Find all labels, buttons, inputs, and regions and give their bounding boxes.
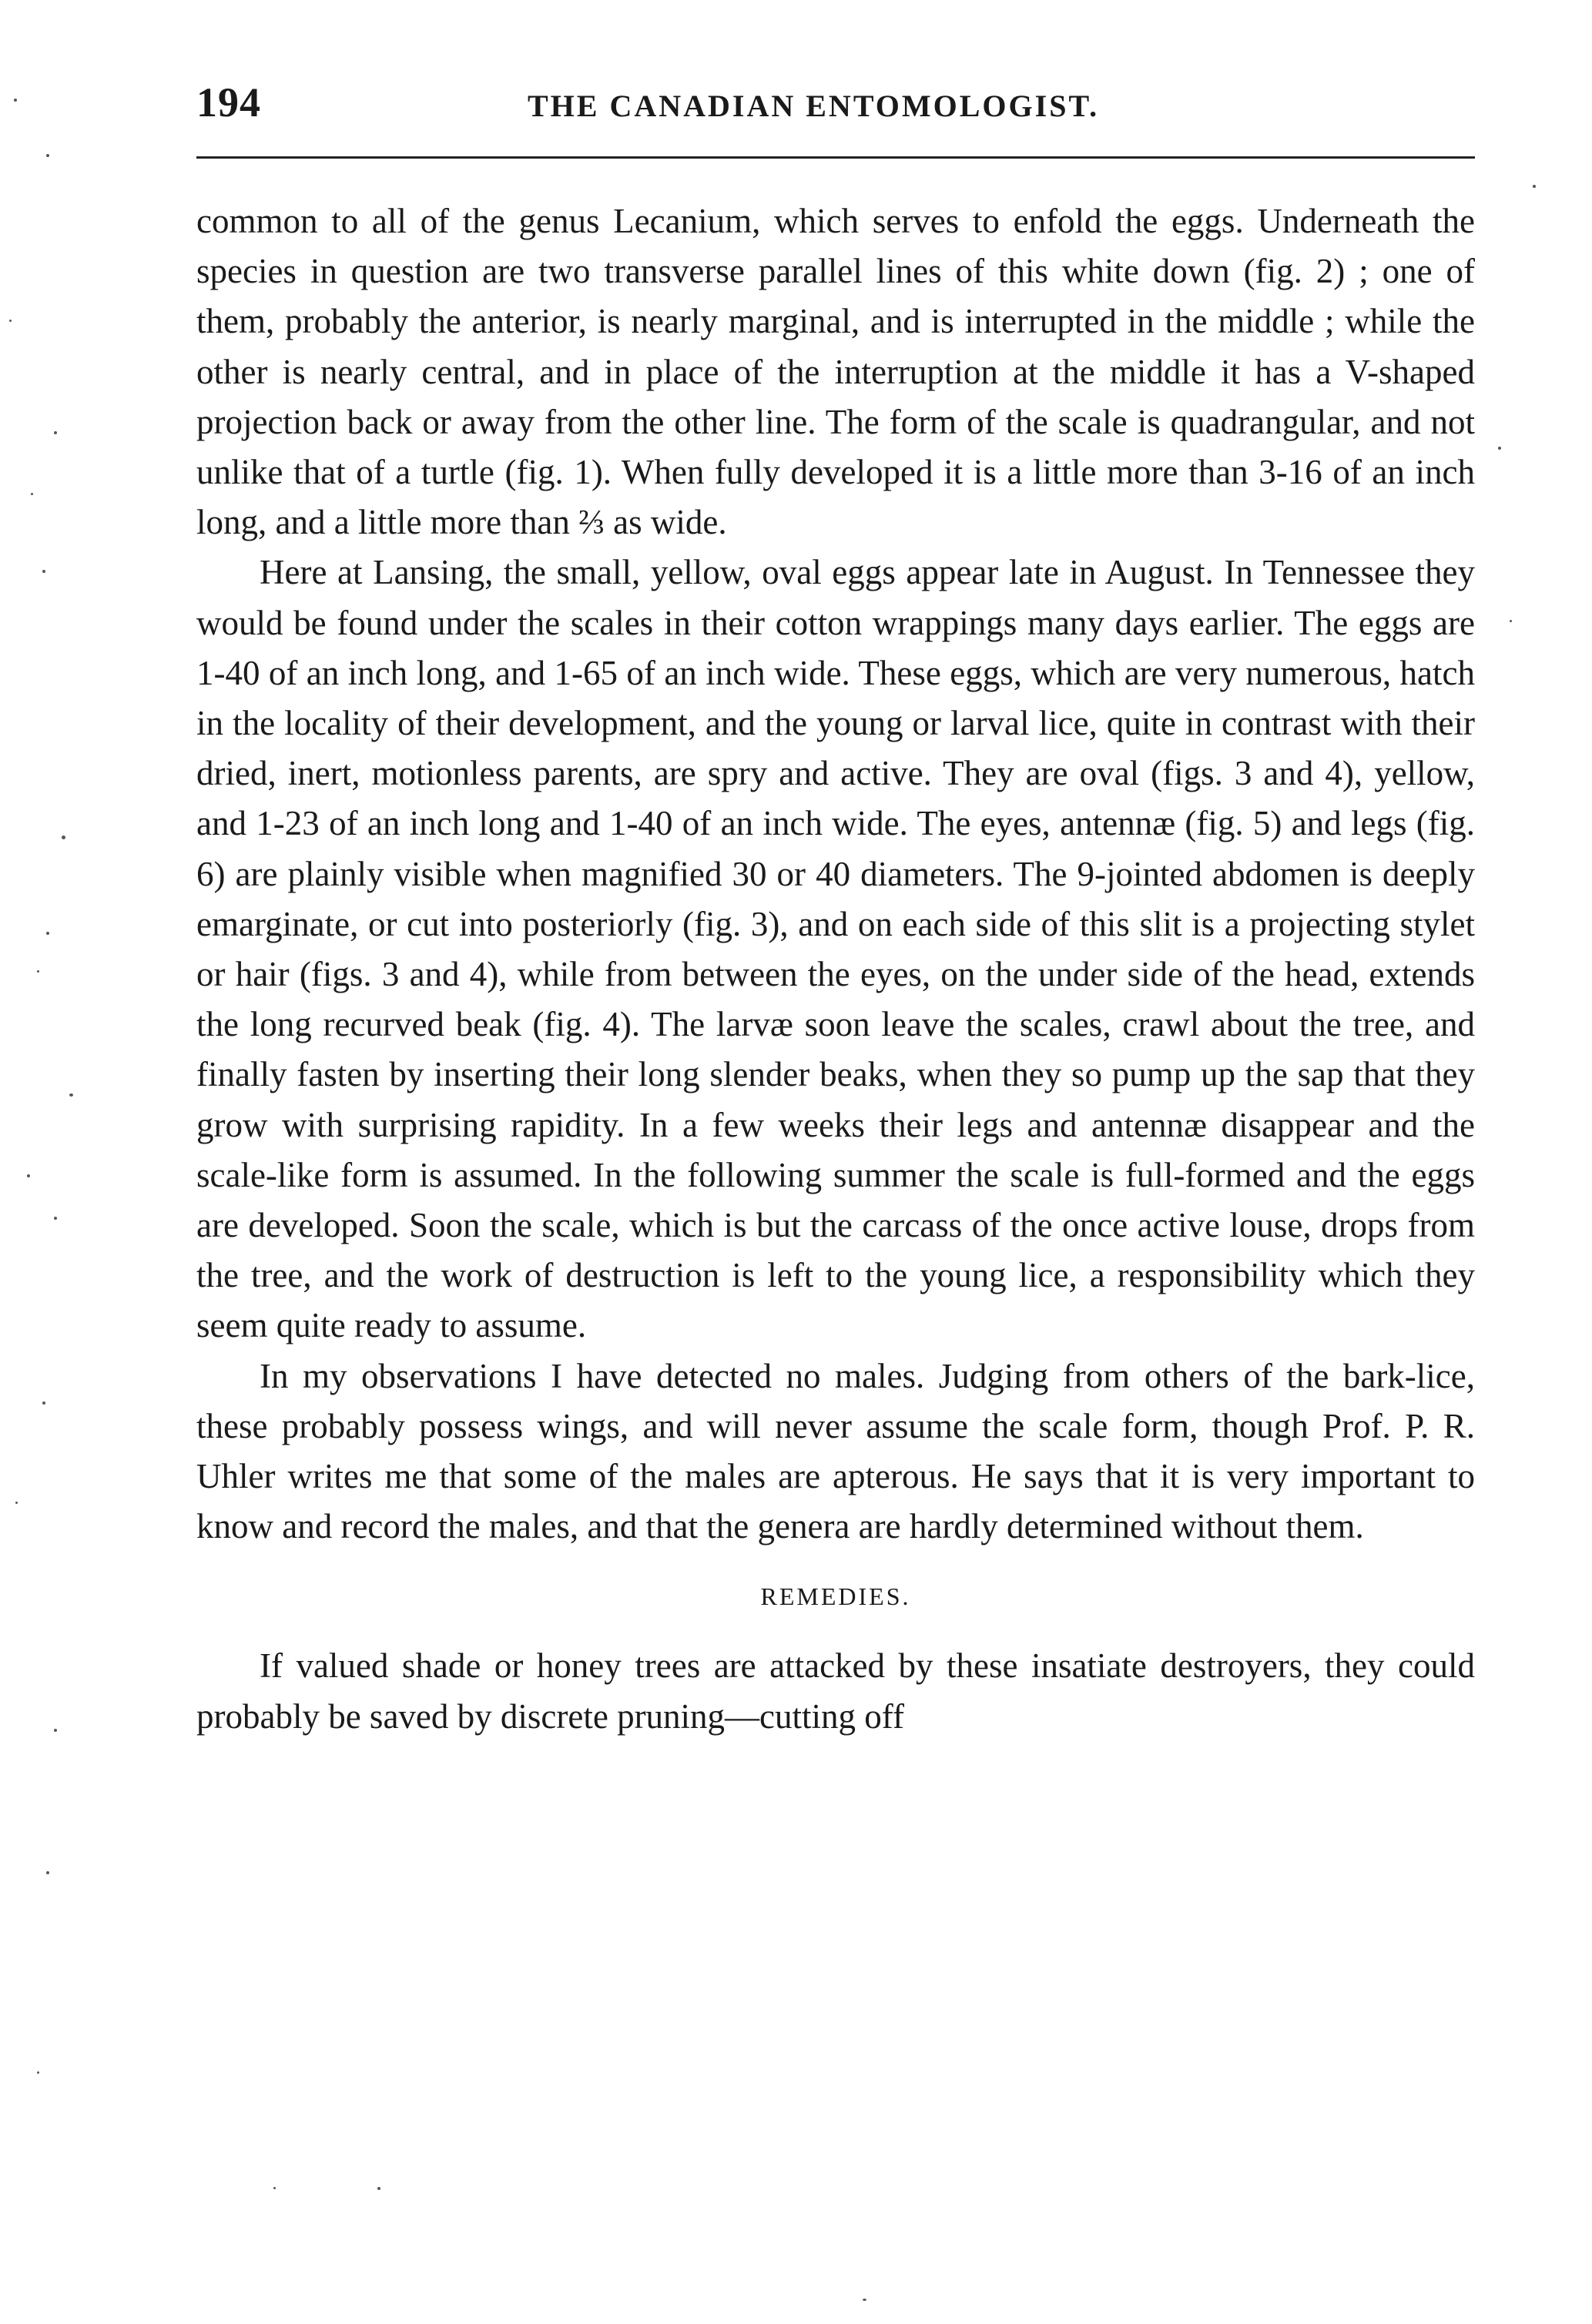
paragraph-eggs-larvae: Here at Lansing, the small, yellow, oval eggs appear late in August. In Tennessee they would be found under the scales in their cotton wrappings many days earlier. The eggs are 1-40 of an inch long, and 1-65 of an inch wide. These eggs, which are very numerous, hatch in the locality of their development, and the young or larval lice, quite in contrast with their dried, inert, motionless parents, are spry and active. They are oval (figs. 3 and 4), yellow, and 1-23 of an inch long and 1-40 of an inch wide. The eyes, antennæ (fig. 5) and legs (fig. 6) are plainly visible when magnified 30 or 40 diameters. The 9-jointed abdomen is deeply emarginate, or cut into posteriorly (fig. 3), and on each side of this slit is a projecting stylet or hair (figs. 3 and 4), while from between the eyes, on the under side of the head, extends the long recurved beak (fig. 4). The larvæ soon leave the scales, crawl about the tree, and finally fasten by inserting their long slender beaks, when they so pump up the sap that they grow with surprising rapidity. In a few weeks their legs and antennæ disappear and the scale-like form is assumed. In the following summer the scale is full-formed and the eggs are developed. Soon the scale, which is but the carcass of the once active louse, drops from the tree, and the work of destruction is left to the young lice, a responsibility which they seem quite ready to assume. xyxy=(196,553,1475,1345)
header-rule xyxy=(196,156,1475,159)
paragraph-males: In my observations I have detected no males. Judging from others of the bark-lice, these probably possess wings, and will never assume the scale form, though Prof. P. R. Uhler writes me that some of the males are apterous. He says that it is very important to know and record the males, and that the genera are hardly determined without them. xyxy=(196,1356,1475,1546)
paragraph-continued: common to all of the genus Lecanium, which serves to enfold the eggs. Underneath the species in question are two transverse parallel lines of this white down (fig. 2) ; one of them, probably the anterior, is nearly marginal, and is interrupted in the middle ; while the other is nearly central, and in place of the interruption at the middle it has a V-shaped projection back or away from the other line. The form of the scale is quadrangular, and not unlike that of a turtle (fig. 1). When fully developed it is a little more than 3-16 of an inch long, and a little more than ⅔ as wide. xyxy=(196,202,1475,542)
running-head: THE CANADIAN ENTOMOLOGIST. xyxy=(528,89,1100,123)
section-heading-remedies: REMEDIES. xyxy=(760,1582,911,1611)
page-header xyxy=(196,71,1483,132)
page-number: 194 xyxy=(196,79,261,126)
body-text xyxy=(196,196,1475,1742)
paragraph-remedies: If valued shade or honey trees are attacked by these insatiate destroyers, they could probably be saved by discrete pruning—cutting off xyxy=(196,1646,1475,1736)
